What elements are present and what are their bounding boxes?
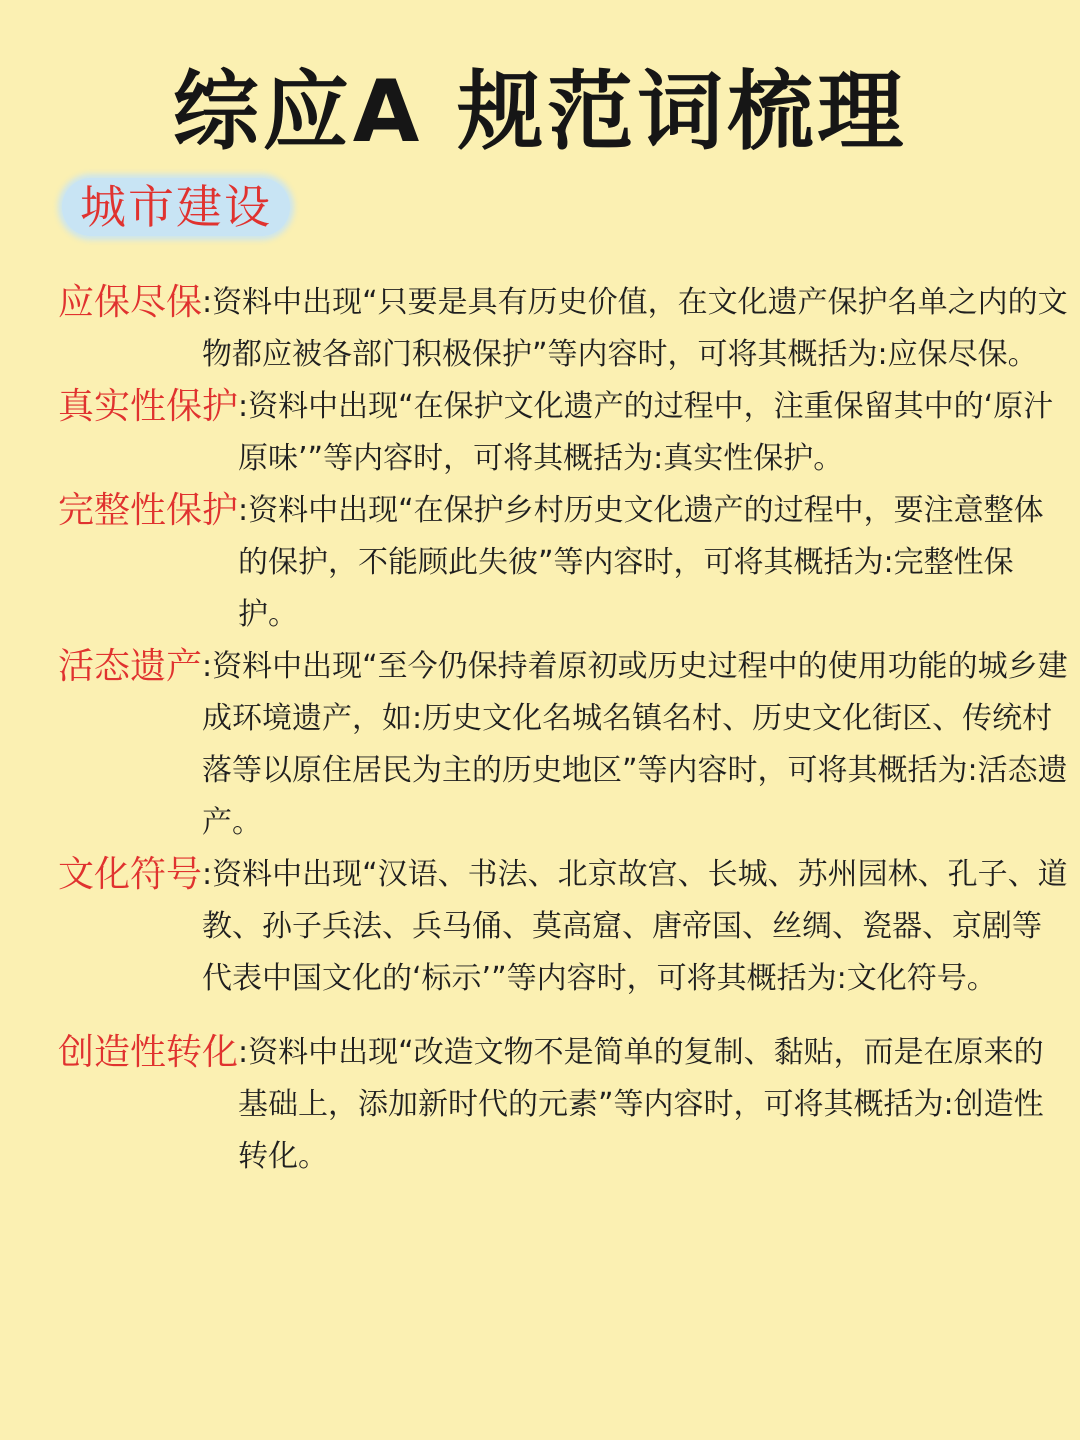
entry-item bbox=[58, 641, 1068, 849]
entry-list bbox=[58, 277, 1068, 1183]
section-tag: 城市建设 bbox=[62, 178, 290, 236]
entry-description: :资料中出现“在保护乡村历史文化遗产的过程中，要注意整体的保护，不能顾此失彼”等内容时，可将其概括为:完整性保护。 bbox=[238, 493, 1044, 632]
entry-item bbox=[58, 277, 1068, 381]
entry-description: :资料中出现“改造文物不是简单的复制、黏贴，而是在原来的基础上，添加新时代的元素”等内容时，可将其概括为:创造性转化。 bbox=[238, 1035, 1044, 1174]
entry-term: 完整性保护 bbox=[58, 490, 239, 531]
entry-item bbox=[58, 849, 1068, 1005]
entry-term: 应保尽保 bbox=[58, 282, 203, 323]
entry-term: 创造性转化 bbox=[58, 1032, 239, 1073]
entry-item bbox=[58, 1027, 1068, 1183]
entry-description: :资料中出现“只要是具有历史价值，在文化遗产保护名单之内的文物都应被各部门积极保护”等内容时，可将其概括为:应保尽保。 bbox=[202, 285, 1068, 372]
entry-description: :资料中出现“至今仍保持着原初或历史过程中的使用功能的城乡建成环境遗产，如:历史文化名城名镇名村、历史文化街区、传统村落等以原住居民为主的历史地区”等内容时，可将其概括为:活态遗产。 bbox=[202, 649, 1068, 840]
entry-description: :资料中出现“在保护文化遗产的过程中，注重保留其中的‘原汁原味’”等内容时，可将其概括为:真实性保护。 bbox=[238, 389, 1054, 476]
entry-item bbox=[58, 485, 1068, 641]
page-title: 综应A 规范词梳理 bbox=[172, 62, 908, 162]
entry-term: 真实性保护 bbox=[58, 386, 239, 427]
entry-item bbox=[58, 381, 1068, 485]
entry-term: 活态遗产 bbox=[58, 646, 203, 687]
entry-term: 文化符号 bbox=[58, 854, 203, 895]
entry-description: :资料中出现“汉语、书法、北京故宫、长城、苏州园林、孔子、道教、孙子兵法、兵马俑、莫高窟、唐帝国、丝绸、瓷器、京剧等代表中国文化的‘标示’”等内容时，可将其概括为:文化符号。 bbox=[202, 857, 1068, 996]
